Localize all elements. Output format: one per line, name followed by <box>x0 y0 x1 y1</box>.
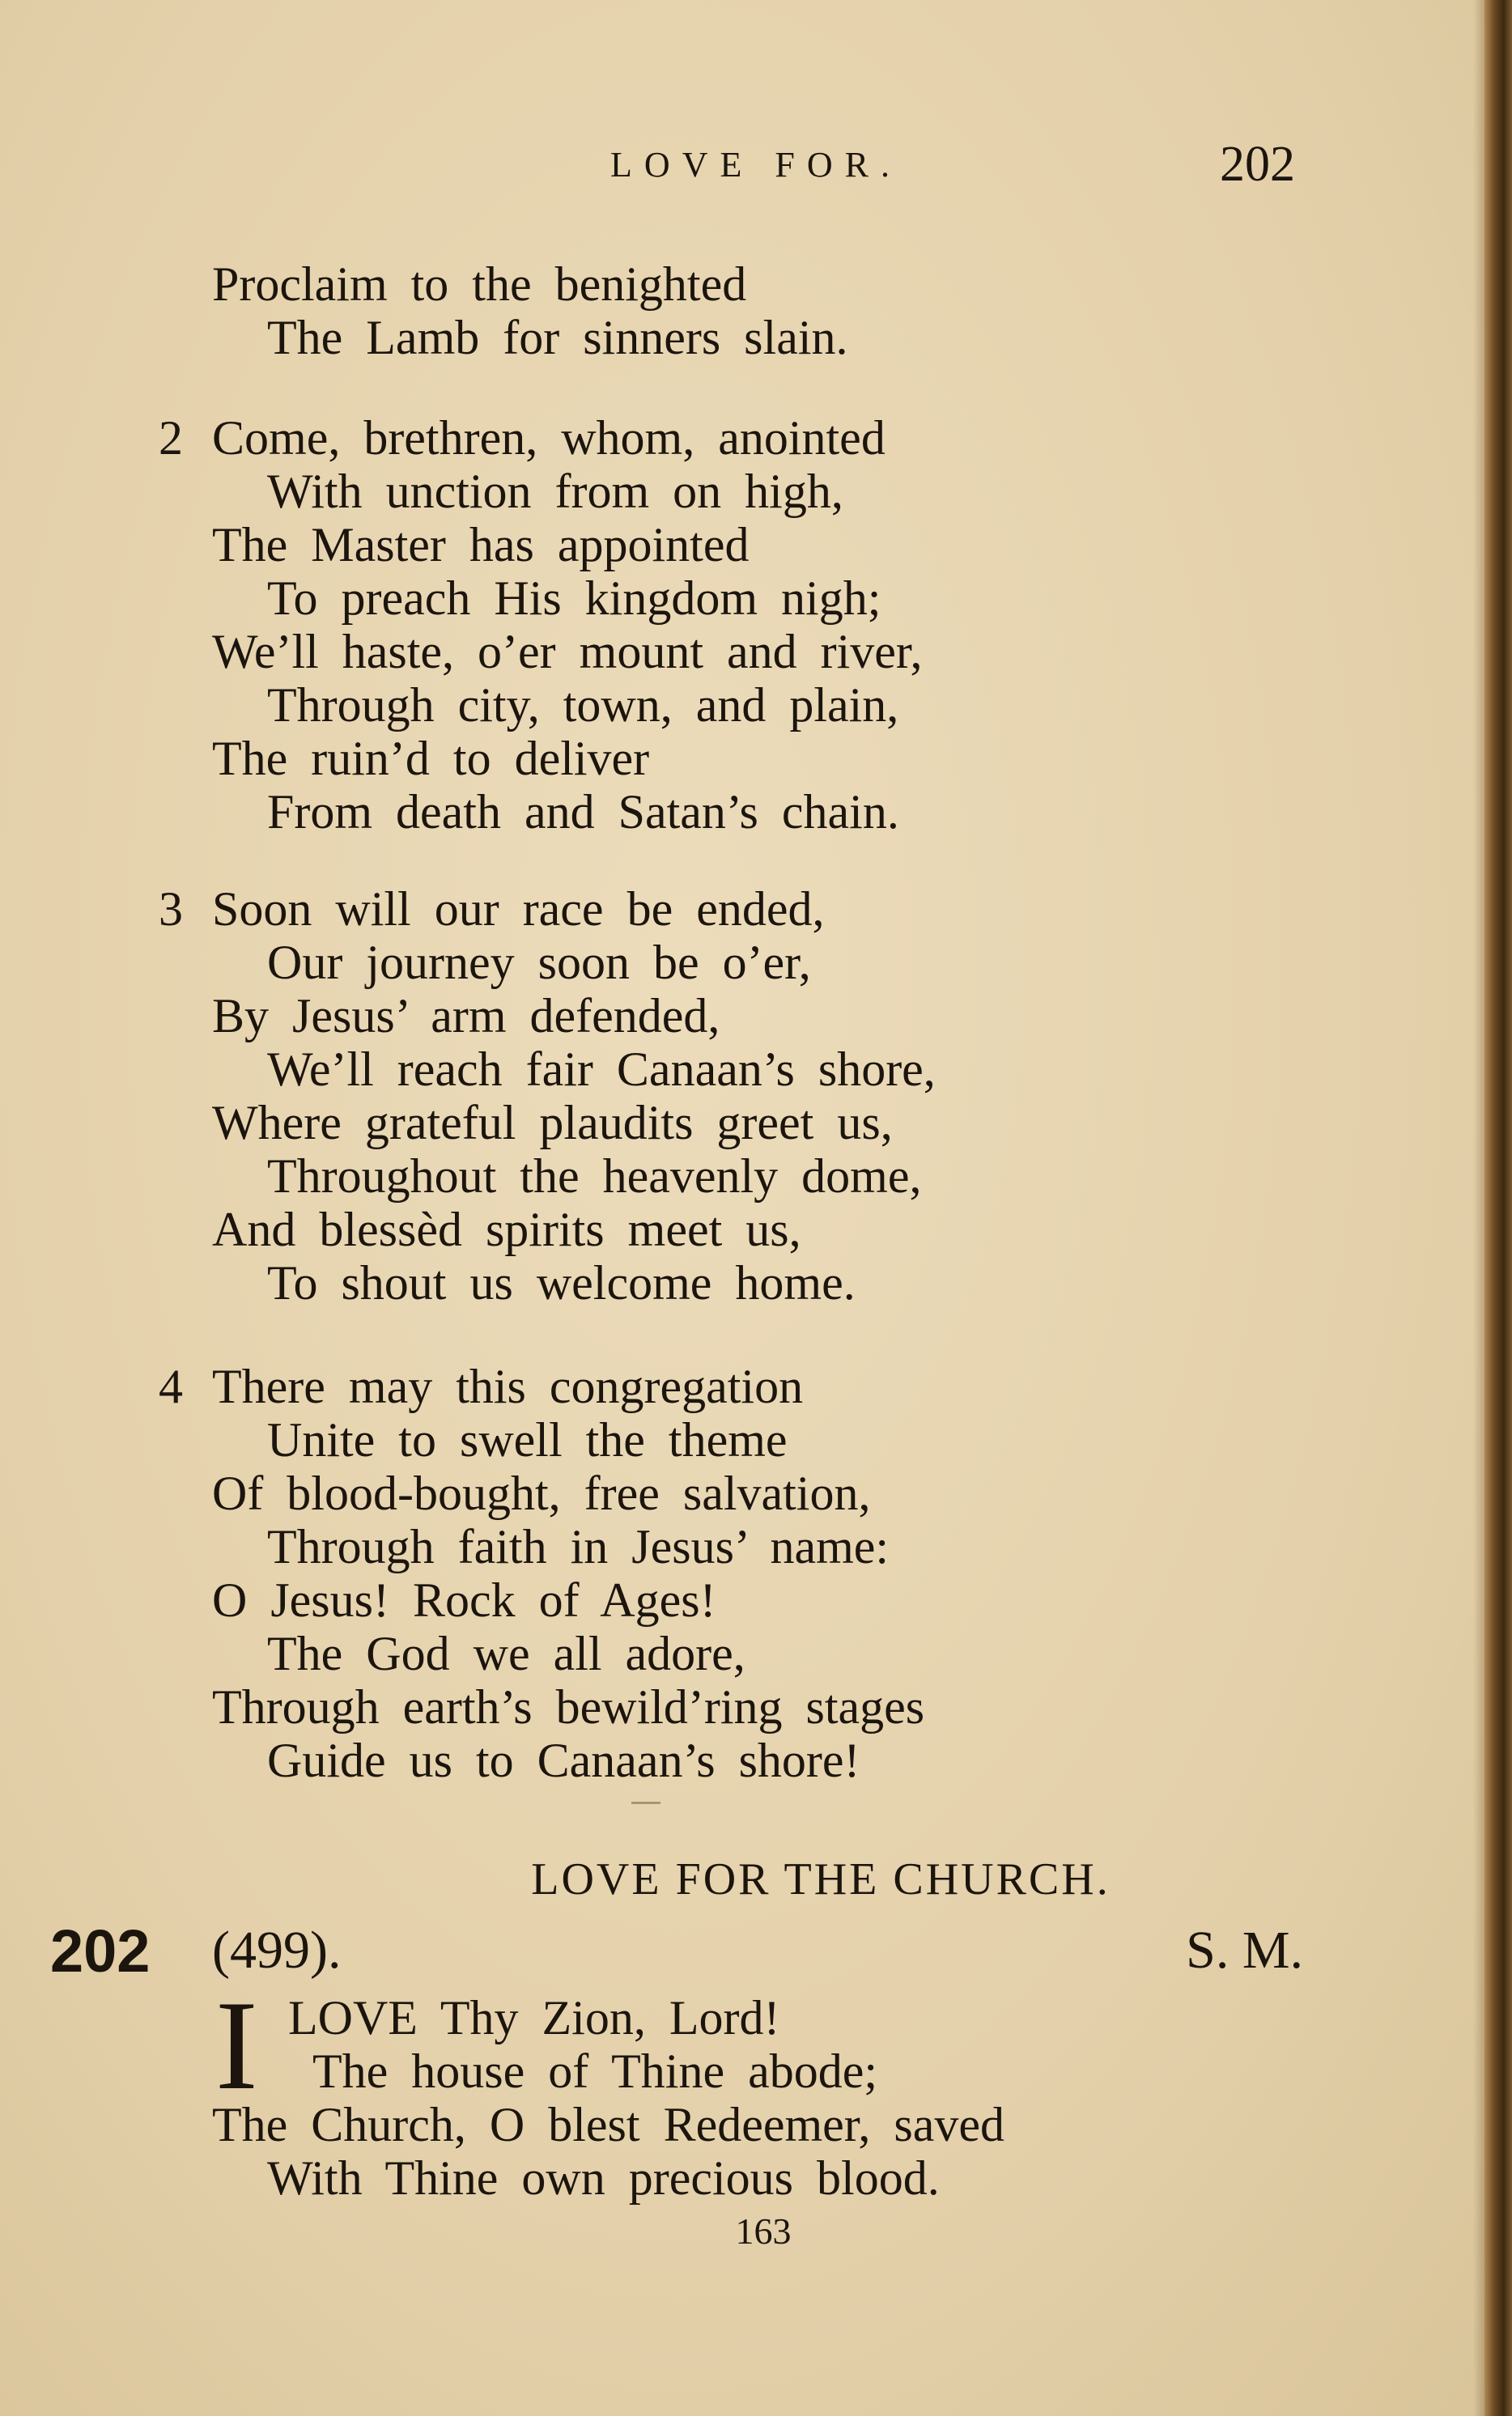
hymn-line: Throughout the heavenly dome, <box>267 1149 922 1203</box>
hymn-line: Come, brethren, whom, anointed <box>212 411 886 465</box>
hymn-line: The Church, O blest Redeemer, saved <box>212 2098 1004 2151</box>
hymn-line: The Master has appointed <box>212 518 750 571</box>
hymn-line: Soon will our race be ended, <box>212 882 825 936</box>
hymn-line: Where grateful plaudits greet us, <box>212 1096 893 1149</box>
hymn-line: LOVE Thy Zion, Lord! <box>288 1991 780 2044</box>
drop-cap: I <box>215 1975 258 2117</box>
hymn-line: The Lamb for sinners slain. <box>267 311 848 364</box>
separator-rule <box>631 1802 660 1804</box>
hymn-line: The God we all adore, <box>267 1627 745 1680</box>
hymn-line: We’ll haste, o’er mount and river, <box>212 625 923 678</box>
hymn-line: Our journey soon be o’er, <box>267 936 811 989</box>
verse-number: 2 <box>159 411 183 465</box>
verse-number: 4 <box>159 1360 183 1413</box>
hymn-line: Proclaim to the benighted <box>212 257 747 311</box>
hymn-reference: (499). <box>212 1921 342 1980</box>
hymn-line: There may this congregation <box>212 1360 804 1413</box>
folio-number: 163 <box>735 2210 792 2252</box>
hymn-line: O Jesus! Rock of Ages! <box>212 1573 716 1627</box>
hymn-line: With unction from on high, <box>267 465 843 518</box>
page-number: 202 <box>1220 137 1295 192</box>
verse-number: 3 <box>159 882 183 936</box>
hymn-meter: S. M. <box>1186 1921 1303 1980</box>
hymn-number: 202 <box>50 1917 151 1985</box>
hymn-line: Through city, town, and plain, <box>267 678 899 732</box>
hymn-line: Through earth’s bewild’ring stages <box>212 1680 925 1734</box>
hymn-line: And blessèd spirits meet us, <box>212 1203 801 1256</box>
hymn-line: With Thine own precious blood. <box>267 2151 940 2205</box>
hymn-line: We’ll reach fair Canaan’s shore, <box>267 1042 936 1096</box>
hymn-line: To shout us welcome home. <box>267 1256 856 1310</box>
hymn-line: To preach His kingdom nigh; <box>267 571 881 625</box>
hymn-line: By Jesus’ arm defended, <box>212 989 720 1042</box>
hymn-line: Through faith in Jesus’ name: <box>267 1520 890 1573</box>
page-gutter-shadow <box>1473 0 1484 2416</box>
running-title: LOVE FOR. <box>610 145 902 185</box>
hymn-line: Unite to swell the theme <box>267 1413 788 1467</box>
hymn-line: The ruin’d to deliver <box>212 732 650 785</box>
hymn-line: Of blood-bought, free salvation, <box>212 1467 871 1520</box>
hymn-line: Guide us to Canaan’s shore! <box>267 1734 860 1787</box>
book-spine <box>1484 0 1512 2416</box>
hymn-line: From death and Satan’s chain. <box>267 785 899 839</box>
section-title: LOVE FOR THE CHURCH. <box>531 1854 1111 1904</box>
hymn-line: The house of Thine abode; <box>312 2044 878 2098</box>
